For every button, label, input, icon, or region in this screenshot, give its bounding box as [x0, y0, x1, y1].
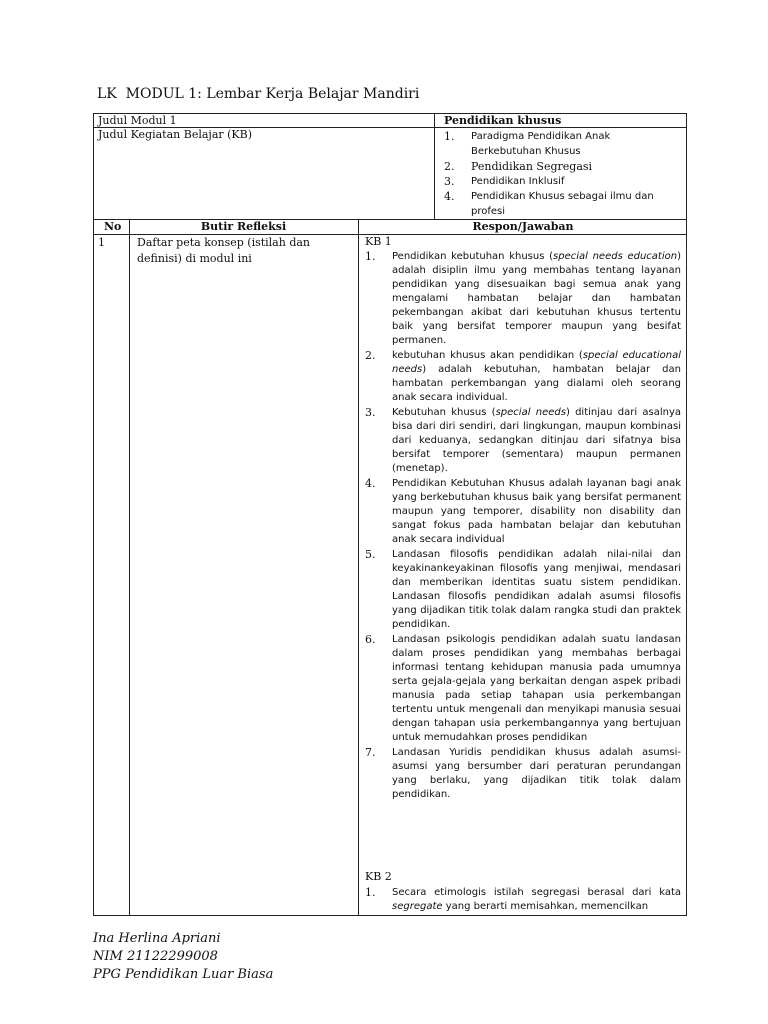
definition-item: 2. kebutuhan khusus akan pendidikan (special educational needs) adalah kebutuhan, hambatan belajar dan hambatan perkembangan yang dialami oleh seorang anak secara individual.	[365, 349, 681, 403]
kb2-label: KB 2	[365, 870, 392, 883]
judul-modul-label: Judul Modul 1	[98, 114, 177, 127]
author-name: Ina Herlina Apriani	[93, 931, 221, 946]
definition-item: 5. Landasan filosofis pendidikan adalah nilai-nilai dan keyakinankeyakinan filosofis yang menjiwai, mendasari dan memberikan identitas suatu sistem pendidikan. Landasan filosofis pendidikan adalah asumsi filosofis yang dijadikan titik tolak dalam rangka studi dan praktek pendidikan.	[365, 548, 681, 630]
worksheet-table	[93, 113, 687, 916]
definition-item: 3. Kebutuhan khusus (special needs) ditinjau dari asalnya bisa dari diri sendiri, dari lingkungan, maupun kombinasi dari keduanya, sedangkan ditinjau dari sifatnya bisa bersifat temporer (sementara) maupun permanen (menetap).	[365, 406, 681, 474]
definition-item: 1. Secara etimologis istilah segregasi berasal dari kata segregate yang berarti memisahkan, memencilkan	[365, 886, 681, 912]
kb-title-item: 2. Pendidikan Segregasi	[444, 160, 593, 173]
author-footer	[93, 930, 273, 984]
kb1-list	[365, 250, 681, 803]
judul-kb-label: Judul Kegiatan Belajar (KB)	[98, 128, 253, 141]
header-respon-jawaban: Respon/Jawaban	[472, 220, 574, 233]
butir-refleksi-text: Daftar peta konsep (istilah dan definisi) di modul ini	[137, 236, 311, 265]
kb-title-item: 1. Paradigma Pendidikan Anak Berkebutuhan Khusus	[444, 130, 611, 157]
header-butir-refleksi: Butir Refleksi	[200, 220, 287, 233]
column-divider	[434, 114, 435, 219]
document-title: LK MODUL 1: Lembar Kerja Belajar Mandiri	[97, 86, 420, 102]
definition-item: 1. Pendidikan kebutuhan khusus (special needs education) adalah disiplin ilmu yang membahas tentang layanan pendidikan yang disesuaikan bagi semua anak yang mengalami hambatan belajar dan hambatan pekembangan akibat dari kebutuhan khusus tertentu baik yang bersifat temporer maupun yang besifat permanen.	[365, 250, 681, 346]
column-divider	[129, 219, 130, 916]
author-program: PPG Pendidikan Luar Biasa	[93, 967, 274, 982]
definition-item: 7. Landasan Yuridis pendidikan khusus adalah asumsi-asumsi yang bersumber dari peraturan perundangan yang berlaku, yang dijadikan titik tolak dalam pendidikan.	[365, 746, 681, 800]
row-number: 1	[98, 236, 105, 249]
author-nim: NIM 21122299008	[93, 949, 218, 964]
column-divider	[358, 219, 359, 916]
judul-modul-value: Pendidikan khusus	[444, 114, 562, 127]
kb-title-list	[444, 129, 674, 219]
kb2-list	[365, 886, 681, 915]
definition-item: 4. Pendidikan Kebutuhan Khusus adalah layanan bagi anak yang berkebutuhan khusus baik yang bersifat permanent maupun yang temporer, disability non disability dan sangat fokus pada hambatan belajar dan kebutuhan anak secara individual	[365, 477, 681, 545]
kb-title-item: 4. Pendidikan Khusus sebagai ilmu dan profesi	[444, 190, 654, 217]
kb-title-item: 3. Pendidikan Inklusif	[444, 175, 565, 188]
definition-item: 6. Landasan psikologis pendidikan adalah suatu landasan dalam proses pendidikan yang membahas berbagai informasi tentang kehidupan manusia pada umumnya serta gejala-gejala yang berkaitan dengan aspek pribadi manusia pada setiap tahapan usia perkembangan tertentu untuk mengenali dan menyikapi manusia sesuai dengan tahapan usia perkembangannya yang bertujuan untuk memudahkan proses pendidikan	[365, 633, 681, 743]
header-no: No	[104, 220, 122, 233]
kb1-label: KB 1	[365, 235, 392, 248]
